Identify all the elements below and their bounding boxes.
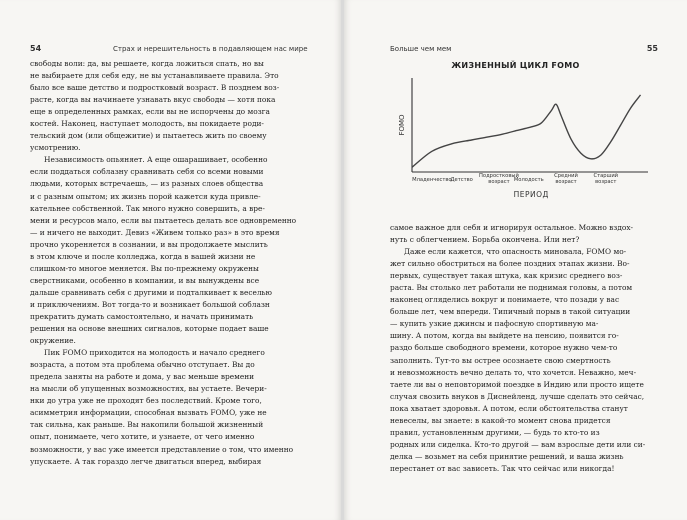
text-line: было все ваше детство и подростковый возраст. В позднем воз- [30,83,280,93]
left-body-text [30,58,308,468]
text-line: раздо больше свободного времени, которое нужно чем-то [390,343,618,353]
text-line: и невозможность вечно делать то, что хочется. Неважно, меч- [390,367,637,377]
text-line: кательнее собственной. Так много нужно совершить, а вре- [30,203,265,213]
text-line: не выбираете для себя еду, не вы устанавливаете правила. Это [30,71,279,81]
text-line: упускаете. А так гораздо легче двигаться вперед, выбирая [30,456,262,466]
running-head: Страх и нерешительность в подавляющем нас мире [113,45,308,53]
x-tick-label: Старший возраст [593,173,619,185]
text-line: предела заняты на работе и дома, у вас меньше времени [30,372,255,382]
left-page [0,0,341,520]
text-line: прочно укореняется в сознании, и вы продолжаете мыслить [30,239,268,249]
text-line: мени и ресурсов мало, если вы пытаетесь делать все одновременно [30,215,297,225]
right-body-text [390,222,658,475]
text-line: решения на основе внешних сигналов, которые подает ваше [30,324,269,334]
page-number: 54 [30,44,42,53]
text-line: костей. Наконец, наступает молодость, вы покидаете роди- [30,119,264,129]
text-line: прекратить думать самостоятельно, и начать принимать [30,311,254,321]
text-line: Независимость опьяняет. А еще ошарашивает, особенно [44,155,268,165]
text-line: если поддаться соблазну сравнивать себя со всеми новыми [30,167,264,177]
text-line: нуть с облегчением. Борьба окончена. Или нет? [390,235,580,245]
text-line: окружение. [30,336,76,346]
text-line: самое важное для себя и игнорируя остальное. Можно вздох- [390,223,634,232]
page-number: 55 [646,44,658,53]
text-line: первых, существует такая штука, как кризис среднего воз- [390,271,623,281]
text-line: опыт, понимаете, чего хотите, и узнаете, от чего именно [30,432,255,442]
x-tick-label: Подростковый возраст [479,173,519,185]
running-head: Больше чем мем [390,45,452,53]
chart-title: ЖИЗНЕННЫЙ ЦИКЛ FOMO [451,61,580,70]
text-line: нки до утра уже не проходят без последствий. Кроме того, [30,396,262,406]
text-line: шину. А потом, когда вы выйдете на пенсию, появится го- [390,331,619,341]
text-line: слишком-то многое меняется. Вы по-прежнему окружены [30,263,259,273]
text-line: таете ли вы о неповторимой поездке в Индию или просто ищете [390,379,644,389]
text-line: возможности, у вас уже имеется представление о том, что именно [30,444,294,454]
fomo-curve [412,95,641,167]
text-line: — купить узкие джинсы и пафосную спортивную ма- [390,319,599,329]
text-line: раста. Вы столько лет работали не поднимая головы, а потом [390,283,633,293]
fomo-lifecycle-chart [384,72,654,206]
text-line: так сильна, как раньше. Вы накопили большой жизненный [30,420,264,430]
x-tick-label: Молодость [513,177,544,183]
y-axis-label: FOMO [398,114,406,136]
text-line: Даже если кажется, что опасность миновала, FOMO мо- [404,247,627,257]
text-line: пока хватает здоровья. А потом, если обстоятельства станут [390,403,628,413]
text-line: сверстниками, особенно в компании, и вы вынуждены все [30,275,260,285]
text-line: возраста, а потом эта проблема обычно отступает. Вы до [30,360,255,370]
text-line: и с разным опытом; их жизнь порой кажется куда привле- [30,191,261,201]
text-line: родных или сиделка. Кто-то другой — вам взрослые дети или си- [390,439,646,449]
text-line: Пик FOMO приходится на молодость и начало среднего [44,348,265,358]
text-line: заполнить. Тут-то вы острее осознаете свою смертность [390,355,611,365]
text-line: жет сильно обостриться на более поздних этапах жизни. Во- [390,259,630,269]
text-line: свободы воли: да, вы решаете, когда ложиться спать, но вы [30,59,264,68]
text-line: людьми, которых встречаешь, — из разных слоев общества [30,179,264,189]
text-line: — и ничего не выходит. Девиз «Живем только раз» в это время [30,227,280,237]
text-line: расте, когда вы начинаете узнавать вкус свободы — хотя пока [30,95,276,105]
text-line: еще в определенных рамках, если вы не испорчены до мозга [30,107,270,117]
text-line: наконец огляделись вокруг и понимаете, что позади у вас [390,295,620,305]
text-line: тельский дом (или общежитие) и пытаетесь жить по своему [30,131,267,141]
text-line: усмотрению. [30,143,81,153]
x-axis-label: ПЕРИОД [513,190,549,199]
text-line: дальше сравнивать себя с другими и подталкивает к веселью [30,287,272,297]
text-line: и приключениям. Вот тогда-то и возникает большой соблазн [30,299,270,309]
text-line: перестанет от вас зависеть. Так что сейчас или никогда! [390,463,615,473]
x-tick-label: Детство [450,177,473,183]
text-line: правил, установленным другими, — будь то кто-то из [390,427,600,437]
text-line: асимметрия информации, способная вызвать FOMO, уже не [30,408,267,418]
text-line: на мысли об упущенных возможностях, вы устаете. Вечери- [30,384,267,394]
right-page [344,0,687,520]
text-line: делка — возьмет на себя принятие решений, и ваша жизнь [390,451,624,461]
text-line: в этом ключе и после колледжа, когда в вашей жизни не [30,251,256,261]
text-line: случая свозить внуков в Диснейленд, лучше сделать это сейчас, [390,391,645,401]
text-line: невеселы, вы знаете: в какой-то момент снова придется [390,415,611,425]
text-line: больше лет, чем впереди. Типичный порыв в такой ситуации [390,307,631,317]
x-tick-label: Младенчество [412,177,452,183]
x-tick-label: Средний возраст [554,173,578,185]
